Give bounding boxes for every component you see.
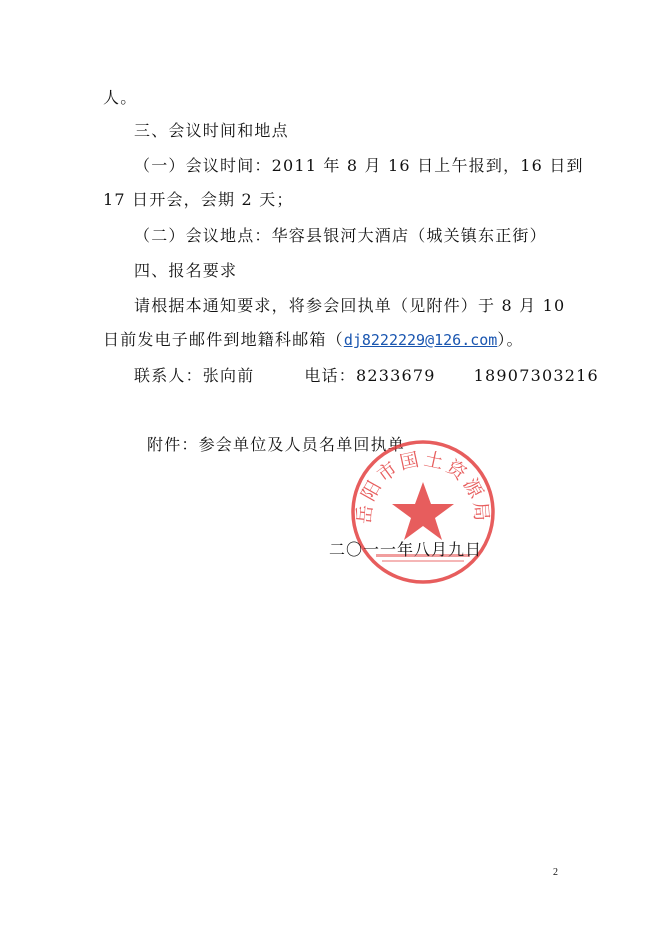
contact-line (134, 366, 599, 386)
official-seal (338, 432, 508, 588)
body-line-meeting-place: （二）会议地点：华容县银河大酒店（城关镇东正街） (134, 226, 547, 245)
seal-star-icon (392, 482, 454, 540)
mobile-number: 18907303216 (473, 366, 599, 385)
email-link[interactable]: dj8222229@126.com (343, 331, 498, 349)
seal-text: 岳阳市国土资源局 (353, 448, 493, 525)
body-line-registration-instruction: 请根据本通知要求，将参会回执单（见附件）于 8 月 10 (134, 296, 566, 315)
phone-number: 电话：8233679 (304, 366, 436, 385)
attachment-line: 附件：参会单位及人员名单回执单 (147, 435, 406, 454)
document-date: 二〇一一年八月九日 (329, 540, 483, 559)
body-line-email (103, 330, 524, 350)
email-prefix-text: 日前发电子邮件到地籍科邮箱（ (103, 330, 344, 349)
section-heading-registration: 四、报名要求 (134, 261, 238, 280)
page-number: 2 (553, 867, 558, 878)
contact-person: 联系人：张向前 (134, 366, 255, 385)
email-suffix-text: ）。 (497, 330, 524, 349)
section-heading-meeting-time-place: 三、会议时间和地点 (134, 121, 289, 140)
body-line-meeting-duration: 17 日开会，会期 2 天； (103, 190, 294, 209)
body-line-meeting-time: （一）会议时间：2011 年 8 月 16 日上午报到，16 日到 (134, 156, 584, 175)
body-line-1: 人。 (103, 88, 138, 107)
